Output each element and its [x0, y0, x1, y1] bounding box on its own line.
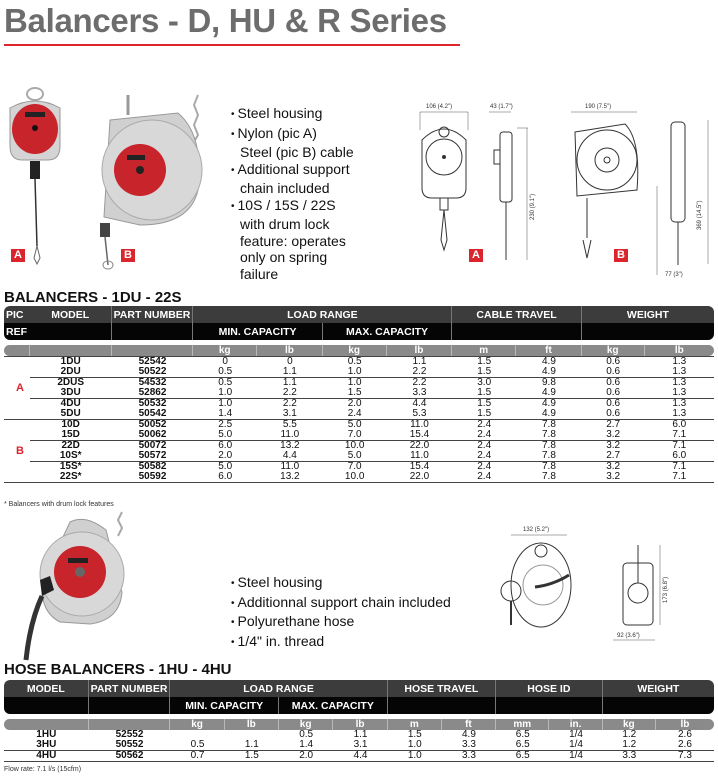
value-cell: 7.8	[516, 461, 582, 472]
header-pic: PIC	[4, 306, 30, 323]
value-cell: 2.2	[282, 387, 297, 398]
header-load-range: LOAD RANGE	[170, 680, 387, 697]
feature-text: only on spring	[240, 249, 328, 265]
value-cell: 0	[193, 356, 257, 367]
value-cell: 3.2	[606, 471, 621, 482]
unit-label: kg	[170, 719, 224, 730]
value-cell: 2.2	[387, 377, 453, 388]
value-cell: 7.1	[645, 461, 714, 472]
model-cell: 2DU	[60, 366, 81, 377]
value-cell: 3.3	[461, 739, 476, 750]
table-bottom-rule	[4, 482, 714, 483]
unit-label: m	[452, 345, 516, 356]
model-cell: 3DU	[60, 387, 81, 398]
value-cell: 1.2	[622, 729, 637, 740]
value-cell: 1.3	[645, 356, 714, 367]
value-cell: 4.9	[516, 398, 582, 409]
value-cell: 11.0	[387, 419, 453, 430]
balancers-table-title: BALANCERS - 1DU - 22S	[4, 289, 182, 306]
unit-label: lb	[257, 345, 323, 356]
feature-text: Steel (pic B) cable	[240, 144, 354, 160]
value-cell: 1.5	[477, 366, 492, 377]
feature-item	[230, 594, 470, 614]
model-cell: 22D	[30, 440, 112, 451]
value-cell: 4.9	[516, 356, 582, 367]
feature-text: Nylon (pic A)	[237, 124, 317, 141]
feature-item	[230, 613, 470, 633]
page-title: Balancers - D, HU & R Series	[4, 2, 447, 39]
photo-label-b: B	[121, 249, 135, 262]
pic-ref: A	[4, 356, 30, 419]
value-cell: 1.5	[452, 398, 516, 409]
model-cell: 4DU	[30, 398, 112, 409]
value-cell: 1.3	[672, 387, 687, 398]
technical-drawing-a	[410, 100, 540, 270]
value-cell: 3.3	[442, 750, 496, 761]
value-cell: 2.4	[477, 471, 492, 482]
model-cell: 22S*	[59, 471, 82, 482]
part-number-cell: 50522	[138, 366, 167, 377]
value-cell: 1.5	[452, 356, 516, 367]
unit-label: lb	[333, 719, 387, 730]
header-max-capacity: MAX. CAPACITY	[279, 697, 388, 714]
value-cell: 3.3	[603, 750, 656, 761]
value-cell: 2.0	[323, 398, 387, 409]
value-cell: 5.0	[323, 419, 387, 430]
value-cell: 1.5	[225, 750, 279, 761]
value-cell: 4.4	[333, 750, 387, 761]
feature-text: 10S / 15S / 22S	[237, 196, 336, 213]
value-cell: 4.9	[542, 366, 556, 377]
value-cell: 2.2	[257, 398, 323, 409]
model-cell: 5DU	[60, 408, 81, 419]
value-cell: 0.6	[582, 356, 645, 367]
header-hose-id: HOSE ID	[496, 680, 603, 697]
unit-label: kg	[279, 719, 333, 730]
value-cell: 7.8	[516, 440, 582, 451]
title-underline	[4, 44, 460, 46]
dim-height-hose: 173 (6.8")	[663, 576, 669, 603]
value-cell: 1.3	[645, 398, 714, 409]
table-row	[4, 367, 714, 377]
flow-rate-note: Flow rate: 7.1 l/s (15cfm)	[4, 766, 82, 773]
value-cell: 1.3	[645, 377, 714, 388]
feature-text: 1/4" in. thread	[237, 632, 325, 649]
header-weight: WEIGHT	[603, 680, 714, 697]
value-cell: 7.1	[645, 440, 714, 451]
header-load-range: LOAD RANGE	[193, 306, 452, 323]
part-number-cell: 50592	[138, 471, 167, 482]
photo-label-a: A	[11, 249, 25, 262]
model-cell: 2DUS	[30, 377, 112, 388]
model-cell: 15S*	[30, 461, 112, 472]
value-cell: 0.5	[299, 729, 314, 740]
balancer-photo-a	[4, 86, 66, 266]
model-cell: 10S*	[59, 450, 82, 461]
dim-height-b: 369 (14.5")	[697, 200, 703, 230]
value-cell: 13.2	[257, 440, 323, 451]
value-cell: 7.8	[542, 429, 556, 440]
hose-technical-drawing	[505, 525, 669, 650]
value-cell: 10.0	[323, 440, 387, 451]
value-cell: 0.6	[582, 377, 645, 388]
value-cell: 5.0	[193, 461, 257, 472]
value-cell: 3.3	[412, 387, 427, 398]
model-cell: 1DU	[30, 356, 112, 367]
table-row	[4, 472, 714, 482]
value-cell: 13.2	[280, 471, 300, 482]
unit-label: kg	[582, 345, 645, 356]
header-min-capacity: MIN. CAPACITY	[193, 323, 322, 340]
value-cell: 0.5	[193, 377, 257, 388]
value-cell: 3.2	[606, 429, 621, 440]
unit-label: lb	[645, 345, 714, 356]
drum-lock-footnote: * Balancers with drum lock features	[4, 501, 114, 508]
hose-table-title: HOSE BALANCERS - 1HU - 4HU	[4, 661, 232, 678]
value-cell: 7.1	[672, 471, 687, 482]
value-cell: 4.9	[542, 387, 556, 398]
unit-label: kg	[193, 345, 257, 356]
header-max-capacity: MAX. CAPACITY	[323, 323, 453, 340]
value-cell: 2.4	[452, 440, 516, 451]
table-row	[4, 740, 714, 750]
drawing-label-b: B	[614, 249, 628, 262]
value-cell: 1.0	[388, 750, 442, 761]
value-cell: 7.8	[516, 419, 582, 430]
feature-text: Steel housing	[237, 574, 323, 590]
feature-text: with drum lock	[240, 216, 330, 232]
value-cell: 0.7	[170, 750, 224, 761]
unit-blank	[112, 345, 194, 356]
part-number-cell: 50062	[138, 429, 167, 440]
value-cell: 6.0	[645, 419, 714, 430]
header-model: MODEL	[30, 306, 112, 323]
value-cell: 0.6	[606, 408, 621, 419]
value-cell: 0.5	[218, 366, 233, 377]
unit-label: ft	[516, 345, 582, 356]
value-cell: 1.1	[387, 356, 453, 367]
feature-list	[230, 105, 360, 282]
value-cell: 3.2	[582, 461, 645, 472]
value-cell: 1.1	[353, 729, 368, 740]
value-cell: 2.5	[193, 419, 257, 430]
value-cell: 7.3	[656, 750, 714, 761]
feature-text: chain included	[240, 180, 330, 196]
table-row	[4, 750, 714, 761]
feature-text: Additional support	[237, 160, 350, 177]
value-cell: 1.1	[244, 739, 259, 750]
value-cell: 1.0	[218, 387, 233, 398]
header-blank	[452, 323, 581, 340]
value-cell: 1.5	[407, 729, 422, 740]
feature-item	[230, 105, 360, 125]
header-hose-travel: HOSE TRAVEL	[388, 680, 496, 697]
model-cell: 3HU	[36, 739, 57, 750]
value-cell: 4.4	[387, 398, 453, 409]
value-cell: 1.0	[407, 739, 422, 750]
feature-text: Polyurethane hose	[237, 613, 355, 629]
model-cell: 10D	[30, 419, 112, 430]
header-min-capacity: MIN. CAPACITY	[170, 697, 279, 714]
value-cell: 1.0	[347, 366, 362, 377]
header-part-number: PART NUMBER	[89, 680, 171, 697]
value-cell: 1.4	[299, 739, 314, 750]
value-cell: 1.0	[193, 398, 257, 409]
value-cell: 10.0	[344, 471, 365, 482]
value-cell: 2.6	[678, 739, 692, 750]
value-cell: 15.4	[387, 461, 453, 472]
feature-item	[230, 197, 360, 283]
dim-depth-hose: 92 (3.6")	[617, 633, 640, 639]
drawing-label-a: A	[469, 249, 483, 262]
value-cell: 7.0	[347, 429, 362, 440]
value-cell: 2.4	[452, 419, 516, 430]
value-cell: 1.5	[477, 387, 492, 398]
value-cell: 6.5	[515, 739, 530, 750]
header-cable-travel: CABLE TRAVEL	[452, 306, 581, 323]
value-cell: 1/4	[569, 739, 583, 750]
unit-label: in.	[549, 719, 602, 730]
value-cell: 1.1	[257, 377, 323, 388]
value-cell: 6.0	[193, 440, 257, 451]
part-number-cell: 50052	[112, 419, 194, 430]
header-blank	[582, 323, 714, 340]
value-cell: 4.4	[282, 450, 297, 461]
unit-label: m	[388, 719, 442, 730]
header-model: MODEL	[4, 680, 89, 697]
part-number-cell: 52542	[112, 356, 194, 367]
value-cell: 5.5	[257, 419, 323, 430]
value-cell: 2.0	[218, 450, 233, 461]
value-cell: 3.0	[452, 377, 516, 388]
value-cell: 2.6	[678, 729, 692, 740]
value-cell: 5.0	[347, 450, 362, 461]
value-cell: 11.0	[410, 450, 429, 461]
value-cell: 7.8	[542, 471, 556, 482]
header-weight: WEIGHT	[582, 306, 714, 323]
table-bottom-rule	[4, 761, 714, 762]
value-cell: 0.5	[190, 739, 205, 750]
unit-label: kg	[603, 719, 656, 730]
value-cell: 1.5	[477, 408, 492, 419]
value-cell: 2.0	[279, 750, 333, 761]
value-cell: 1/4	[549, 750, 602, 761]
feature-item	[230, 161, 360, 197]
value-cell: 7.0	[323, 461, 387, 472]
value-cell: 7.8	[542, 450, 556, 461]
dim-width-hose: 132 (5.2")	[523, 527, 550, 533]
value-cell: 0.6	[606, 387, 621, 398]
unit-blank	[4, 345, 30, 356]
technical-drawing-b	[565, 100, 715, 280]
feature-text: Steel housing	[237, 105, 323, 121]
feature-item	[230, 574, 470, 594]
value-cell: 2.4	[347, 408, 362, 419]
value-cell: 1.3	[672, 366, 687, 377]
value-cell: 2.2	[412, 366, 427, 377]
value-cell: 5.3	[412, 408, 427, 419]
value-cell: 6.5	[515, 729, 530, 740]
value-cell: 2.7	[582, 419, 645, 430]
part-number-cell: 50532	[112, 398, 194, 409]
part-number-cell: 50072	[112, 440, 194, 451]
value-cell: 4.9	[461, 729, 476, 740]
part-number-cell: 50572	[138, 450, 167, 461]
value-cell: 6.0	[672, 450, 687, 461]
value-cell: 0.6	[606, 366, 621, 377]
header-blank	[388, 697, 496, 714]
part-number-cell: 54532	[112, 377, 194, 388]
part-number-cell: 50552	[115, 739, 144, 750]
unit-label: kg	[323, 345, 387, 356]
dim-depth-a: 43 (1.7")	[490, 104, 513, 110]
header-blank	[112, 323, 194, 340]
part-number-cell: 50542	[138, 408, 167, 419]
dim-width-a: 106 (4.2")	[426, 104, 453, 110]
value-cell: 2.7	[606, 450, 621, 461]
value-cell: 3.1	[353, 739, 368, 750]
value-cell: 2.4	[477, 450, 492, 461]
feature-item	[230, 633, 470, 653]
model-cell: 15D	[61, 429, 80, 440]
dim-height-a: 230 (9.1")	[530, 193, 536, 220]
unit-label: mm	[496, 719, 549, 730]
unit-blank	[30, 345, 112, 356]
value-cell: 3.2	[582, 440, 645, 451]
header-ref: REF	[4, 323, 112, 340]
value-cell: 1.5	[347, 387, 362, 398]
value-cell: 9.8	[516, 377, 582, 388]
value-cell: 4.9	[542, 408, 556, 419]
value-cell: 2.4	[452, 461, 516, 472]
value-cell: 22.0	[387, 440, 453, 451]
feature-text: feature: operates	[240, 232, 346, 249]
model-cell: 4HU	[4, 750, 89, 761]
value-cell: 6.0	[218, 471, 233, 482]
value-cell: 1.4	[218, 408, 233, 419]
value-cell: 3.1	[282, 408, 297, 419]
unit-label: lb	[225, 719, 279, 730]
hose-balancer-photo	[10, 512, 140, 660]
feature-text: failure	[240, 265, 279, 282]
dim-depth-b: 77 (3")	[665, 272, 683, 278]
unit-label: lb	[387, 345, 453, 356]
table-row	[4, 388, 714, 398]
dim-width-b: 190 (7.5")	[585, 104, 612, 110]
value-cell: 7.1	[672, 429, 687, 440]
balancer-photo-b	[80, 95, 210, 270]
hose-feature-list	[230, 574, 470, 652]
value-cell: 6.5	[496, 750, 549, 761]
table-row	[4, 409, 714, 419]
value-cell: 1.2	[622, 739, 637, 750]
hose-spec-table	[4, 680, 714, 762]
part-number-cell: 50582	[112, 461, 194, 472]
value-cell: 0.5	[323, 356, 387, 367]
feature-item	[230, 125, 360, 161]
unit-label: ft	[442, 719, 496, 730]
model-cell: 1HU	[36, 729, 57, 740]
value-cell: 1.1	[282, 366, 297, 377]
value-cell: 1.3	[672, 408, 687, 419]
header-blank	[496, 697, 603, 714]
value-cell: 0	[257, 356, 323, 367]
table-row	[4, 430, 714, 440]
value-cell: 5.0	[218, 429, 233, 440]
value-cell: 15.4	[409, 429, 430, 440]
table-row	[4, 451, 714, 461]
value-cell: 0.6	[582, 398, 645, 409]
feature-text: Additionnal support chain included	[237, 593, 451, 610]
header-blank	[4, 697, 89, 714]
value-cell: 11.0	[280, 429, 300, 440]
header-blank	[603, 697, 714, 714]
pic-ref: B	[4, 419, 30, 482]
header-part-number: PART NUMBER	[112, 306, 194, 323]
part-number-cell: 50562	[89, 750, 171, 761]
value-cell: 22.0	[409, 471, 430, 482]
part-number-cell: 52552	[115, 729, 144, 740]
value-cell: 11.0	[257, 461, 323, 472]
value-cell: 1/4	[569, 729, 583, 740]
unit-label: lb	[656, 719, 714, 730]
part-number-cell: 52862	[138, 387, 167, 398]
value-cell: 2.4	[477, 429, 492, 440]
value-cell: 1.0	[323, 377, 387, 388]
header-blank	[89, 697, 171, 714]
balancers-spec-table	[4, 306, 714, 483]
